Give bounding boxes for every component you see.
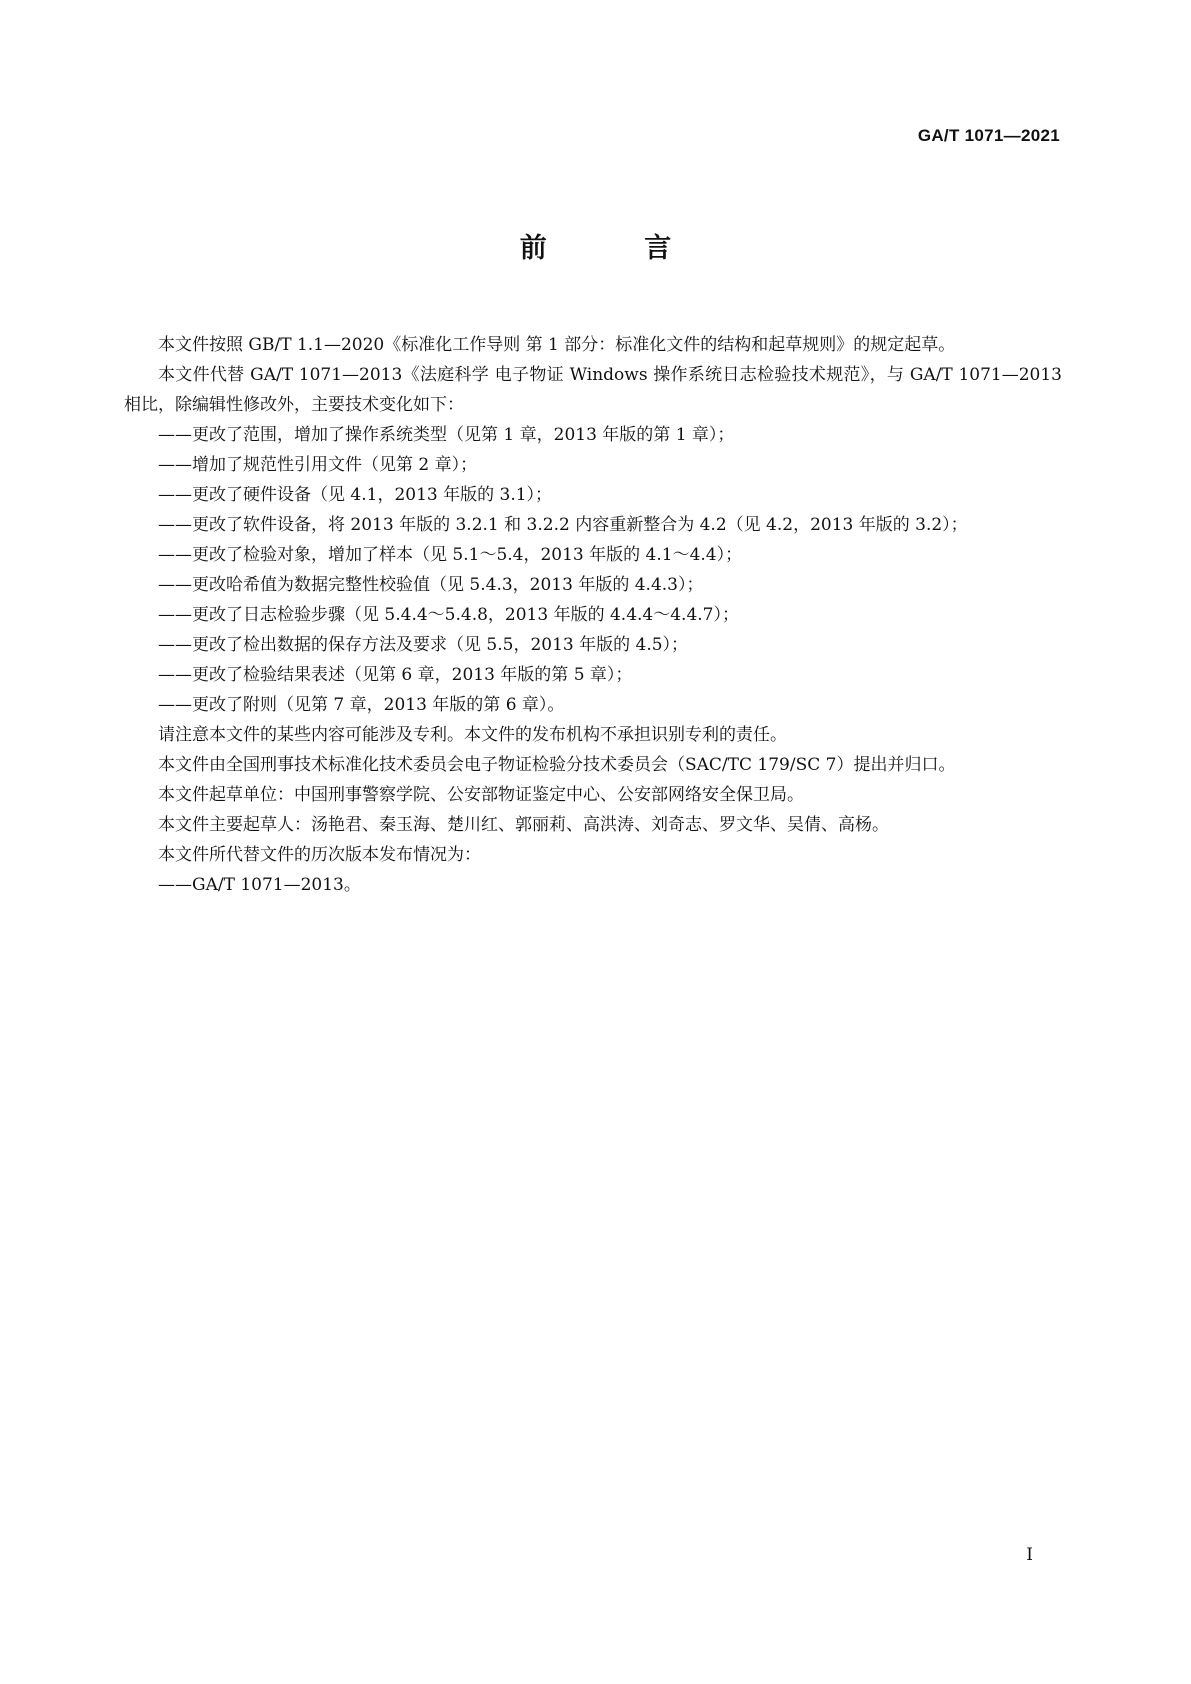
change-item: ——更改了范围，增加了操作系统类型（见第 1 章，2013 年版的第 1 章）； <box>158 425 735 445</box>
change-item: ——更改了检出数据的保存方法及要求（见 5.5，2013 年版的 4.5）； <box>158 635 689 655</box>
page-number: I <box>1026 1545 1033 1565</box>
foreword-body <box>124 330 1062 900</box>
change-item: ——更改了硬件设备（见 4.1，2013 年版的 3.1）； <box>158 485 553 505</box>
change-item: ——更改了附则（见第 7 章，2013 年版的第 6 章）。 <box>158 695 565 715</box>
change-item: ——更改了检验结果表述（见第 6 章，2013 年版的第 5 章）； <box>158 665 633 685</box>
change-item: ——更改了日志检验步骤（见 5.4.4～5.4.8，2013 年版的 4.4.4～4.4.7）； <box>158 605 739 625</box>
document-code: GA/T 1071—2021 <box>917 126 1060 145</box>
history-item: ——GA/T 1071—2013。 <box>158 875 361 895</box>
paragraph-replacement: 本文件代替 GA/T 1071—2013《法庭科学 电子物证 Windows 操作系统日志检验技术规范》，与 GA/T 1071—2013 相比，除编辑性修改外，主要技术变化如下： <box>124 365 1062 415</box>
paragraph-drafting-units: 本文件起草单位：中国刑事警察学院、公安部物证鉴定中心、公安部网络安全保卫局。 <box>158 785 804 805</box>
paragraph-history-intro: 本文件所代替文件的历次版本发布情况为： <box>158 845 481 865</box>
paragraph-drafters: 本文件主要起草人：汤艳君、秦玉海、楚川红、郭丽莉、高洪涛、刘奇志、罗文华、吴倩、高杨。 <box>158 815 889 835</box>
change-item: ——更改了检验对象，增加了样本（见 5.1～5.4，2013 年版的 4.1～4.4）； <box>158 545 743 565</box>
change-item: ——更改哈希值为数据完整性校验值（见 5.4.3，2013 年版的 4.4.3）； <box>158 575 704 595</box>
paragraph-patent-notice: 请注意本文件的某些内容可能涉及专利。本文件的发布机构不承担识别专利的责任。 <box>158 725 787 745</box>
change-item: ——增加了规范性引用文件（见第 2 章）； <box>158 455 478 475</box>
change-item: ——更改了软件设备，将 2013 年版的 3.2.1 和 3.2.2 内容重新整合为 4.2（见 4.2，2013 年版的 3.2）； <box>158 515 968 535</box>
paragraph-drafting-rules: 本文件按照 GB/T 1.1—2020《标准化工作导则 第 1 部分：标准化文件的结构和起草规则》的规定起草。 <box>158 335 956 355</box>
paragraph-proposer: 本文件由全国刑事技术标准化技术委员会电子物证检验分技术委员会（SAC/TC 179/SC 7）提出并归口。 <box>158 755 956 775</box>
page-title: 前 言 <box>519 233 716 264</box>
